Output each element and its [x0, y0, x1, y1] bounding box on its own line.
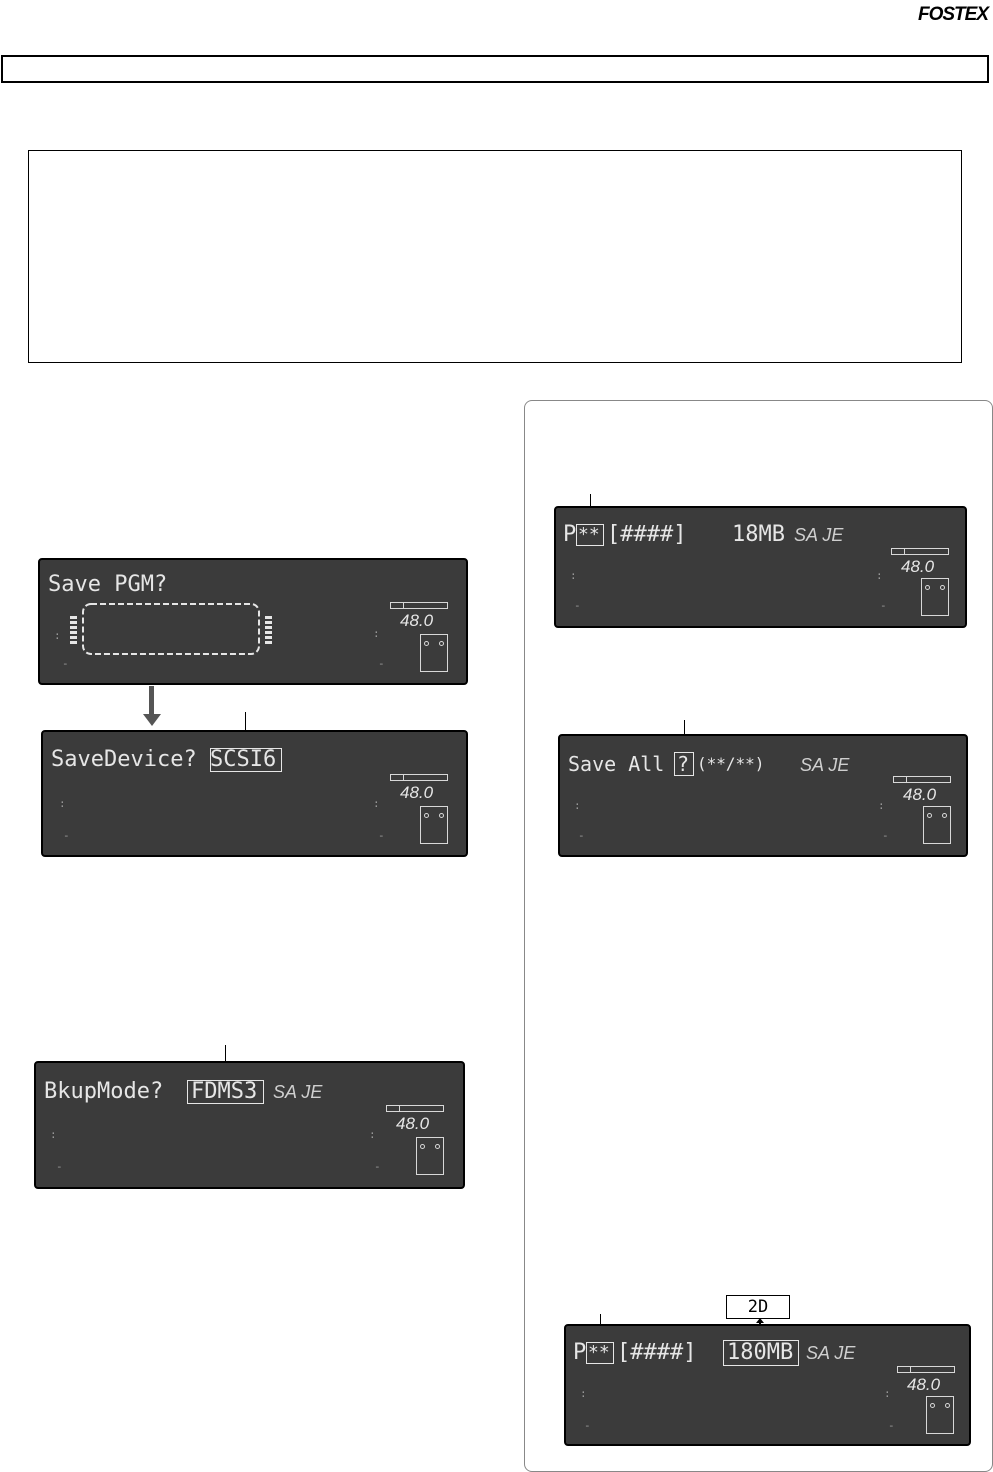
level-meter-icon [390, 602, 448, 609]
level-meter-icon [386, 1105, 444, 1112]
lcd-save-pgm [38, 558, 468, 685]
lcd-indicator-left: - [578, 829, 585, 842]
down-arrow-icon [143, 714, 161, 726]
lcd-indicator-right: : [876, 569, 883, 582]
sample-rate: 48.0 [400, 611, 434, 630]
lcd-program-name: [####] [617, 1340, 697, 1365]
lcd-indicator-right: - [880, 599, 887, 612]
tape-icon [420, 806, 448, 844]
sample-rate: 48.0 [901, 557, 935, 576]
lcd-save-all-prefix: Save All [568, 752, 665, 776]
lcd-program-select-2d [564, 1324, 971, 1446]
lcd-indicator-left: - [584, 1419, 591, 1432]
lcd-indicator-right: - [378, 829, 385, 842]
sample-rate: 48.0 [903, 785, 937, 804]
lcd-program-number: ** [588, 1342, 610, 1363]
lcd-save-device [41, 730, 468, 857]
sample-rate: 48.0 [907, 1375, 941, 1394]
lcd-program-name: [####] [607, 522, 687, 547]
lcd-indicator-right: - [888, 1419, 895, 1432]
lcd-indicator-right: : [369, 1128, 376, 1141]
lcd-save-all [558, 734, 968, 857]
status-indicator: SA JE [806, 1343, 856, 1363]
tape-icon [921, 578, 949, 616]
tape-icon [926, 1396, 954, 1434]
lcd-indicator-left: : [570, 569, 577, 582]
lcd-program-size: 180MB [727, 1340, 794, 1365]
lcd-save-device-value: SCSI6 [210, 747, 277, 772]
lcd-save-all-suffix: (**/**) [697, 754, 765, 773]
lcd-backup-mode-value: FDMS3 [191, 1079, 258, 1104]
sample-rate: 48.0 [400, 783, 434, 802]
level-meter-icon [891, 548, 949, 555]
level-meter-icon [897, 1366, 955, 1373]
lcd-backup-mode-prefix: BkupMode? [44, 1079, 164, 1104]
lcd-save-device-prefix: SaveDevice? [51, 747, 197, 772]
lcd-program-prefix: P [563, 522, 577, 547]
lcd-backup-mode [34, 1061, 465, 1189]
lcd-indicator-right: : [373, 627, 380, 640]
fostex-logo: FOSTEX [918, 4, 989, 25]
lcd-program-number: ** [578, 524, 600, 545]
lcd-program-size: 18MB [732, 522, 785, 547]
status-indicator: SA JE [794, 525, 844, 545]
format-label-2d: 2D [726, 1295, 790, 1319]
tape-icon [416, 1137, 444, 1175]
lcd-indicator-right: : [878, 799, 885, 812]
blank-name-field-icon [68, 598, 278, 662]
lcd-indicator-left: : [50, 1128, 57, 1141]
lcd-indicator-right: - [882, 829, 889, 842]
level-meter-icon [390, 774, 448, 781]
lcd-indicator-right: - [378, 657, 385, 670]
status-indicator: SA JE [273, 1082, 323, 1102]
lcd-indicator-right: - [374, 1160, 381, 1173]
lcd-indicator-left: - [63, 829, 70, 842]
lcd-indicator-right: : [373, 797, 380, 810]
lcd-save-all-value: ? [677, 752, 690, 776]
lcd-indicator-left: : [580, 1387, 587, 1400]
tape-icon [420, 634, 448, 672]
lcd-program-prefix: P [573, 1340, 587, 1365]
lcd-program-select [554, 506, 967, 628]
lcd-indicator-left: : [54, 629, 61, 642]
sample-rate: 48.0 [396, 1114, 430, 1133]
lcd-indicator-left: : [574, 799, 581, 812]
level-meter-icon [893, 776, 951, 783]
header-bar [1, 55, 989, 83]
lcd-indicator-left: - [574, 599, 581, 612]
tape-icon [923, 806, 951, 844]
lcd-indicator-left: - [62, 657, 69, 670]
lcd-save-pgm-text: Save PGM? [48, 572, 168, 597]
down-arrow-icon [149, 686, 154, 714]
lcd-indicator-right: : [884, 1387, 891, 1400]
note-box [28, 150, 962, 363]
lcd-indicator-left: - [56, 1160, 63, 1173]
status-indicator: SA JE [800, 755, 850, 775]
lcd-indicator-left: : [59, 797, 66, 810]
